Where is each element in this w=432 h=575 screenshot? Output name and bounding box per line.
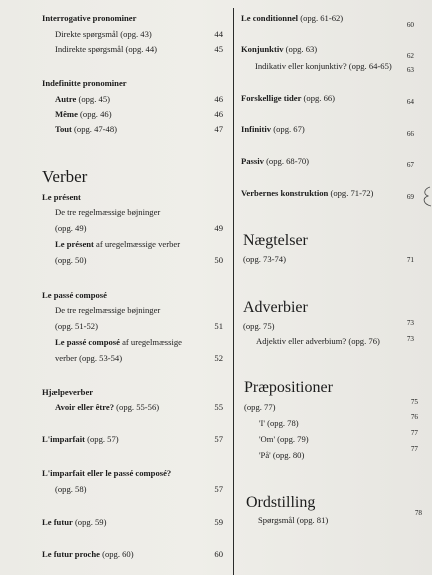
toc-entry-page: 77 [410, 429, 418, 437]
toc-entry-page: 51 [214, 321, 223, 331]
toc-entry-label: verber (opg. 53-54) [55, 353, 123, 363]
chapter-heading-praepositioner: Præpositioner [244, 379, 333, 396]
toc-entry-page: 55 [214, 402, 223, 412]
toc-entry-label: Le présent af uregelmæssige verber [55, 239, 181, 249]
chapter-heading-naegtelser: Nægtelser [243, 232, 308, 249]
section-title-passe-compose: Le passé composé [42, 290, 107, 300]
toc-entry-page: 69 [406, 193, 414, 201]
toc-entry-page: 46 [214, 94, 223, 104]
toc-entry-label: L'imparfait eller le passé composé? [42, 468, 172, 478]
toc-entry-label: Même (opg. 46) [55, 109, 112, 119]
toc-entry-label: (opg. 51-52) [55, 321, 98, 331]
toc-entry-page: 60 [214, 549, 223, 559]
toc-entry-page: 76 [410, 413, 418, 421]
toc-entry-label: (opg. 77) [244, 402, 276, 412]
toc-entry-page: 52 [214, 353, 223, 363]
toc-entry-page: 57 [214, 434, 223, 444]
toc-entry-label: (opg. 50) [55, 255, 87, 265]
toc-entry-page: 67 [406, 161, 414, 169]
toc-entry-label: Indikativ eller konjunktiv? (opg. 64-65) [255, 61, 392, 71]
toc-entry-page: 62 [406, 52, 414, 60]
toc-entry-label: 'I' (opg. 78) [259, 418, 299, 428]
toc-entry-page: 78 [414, 509, 422, 517]
toc-entry-page: 77 [410, 445, 418, 453]
toc-entry-label: Le futur proche (opg. 60) [42, 549, 134, 559]
toc-entry-label: (opg. 75) [243, 321, 275, 331]
toc-entry-label: 'På' (opg. 80) [259, 450, 305, 460]
chapter-heading-adverbier: Adverbier [243, 299, 308, 316]
pen-mark-decoration [420, 185, 432, 209]
toc-entry-page: 71 [406, 256, 414, 264]
toc-entry-label: De tre regelmæssige bøjninger [55, 305, 161, 315]
toc-entry-page: 59 [214, 517, 223, 527]
toc-entry-label: Indirekte spørgsmål (opg. 44) [55, 44, 157, 54]
toc-entry-page: 73 [406, 319, 414, 327]
toc-entry-label: Konjunktiv (opg. 63) [241, 44, 318, 54]
toc-entry-label: Forskellige tider (opg. 66) [241, 93, 336, 103]
toc-entry-label: Le passé composé af uregelmæssige [55, 337, 182, 347]
toc-entry-label: Tout (opg. 47-48) [55, 124, 117, 134]
toc-entry-page: 44 [214, 29, 223, 39]
toc-entry-page: 49 [214, 223, 223, 233]
toc-entry-label: Le conditionnel (opg. 61-62) [241, 13, 344, 23]
toc-entry-page: 45 [214, 44, 223, 54]
toc-entry-label: (opg. 73-74) [243, 254, 286, 264]
section-title-interrogative: Interrogative pronominer [42, 13, 137, 23]
toc-entry-label: De tre regelmæssige bøjninger [55, 207, 161, 217]
chapter-heading-verber: Verber [42, 167, 88, 186]
chapter-heading-ordstilling: Ordstilling [246, 494, 316, 511]
toc-entry-label: Direkte spørgsmål (opg. 43) [55, 29, 152, 39]
toc-entry-label: (opg. 58) [55, 484, 87, 494]
toc-entry-label: 'Om' (opg. 79) [259, 434, 309, 444]
toc-entry-label: Adjektiv eller adverbium? (opg. 76) [256, 336, 380, 346]
toc-entry-page: 60 [406, 21, 414, 29]
toc-entry-label: Infinitiv (opg. 67) [241, 124, 305, 134]
section-title-hjaelpeverber: Hjælpeverber [42, 387, 94, 397]
toc-entry-page: 73 [406, 335, 414, 343]
toc-entry-page: 75 [410, 398, 418, 406]
toc-entry-page: 57 [214, 484, 223, 494]
toc-entry-label: Verbernes konstruktion (opg. 71-72) [241, 188, 374, 198]
section-title-indefinitte: Indefinitte pronominer [42, 78, 127, 88]
section-title-present: Le présent [42, 192, 81, 202]
toc-entry-page: 64 [406, 98, 414, 106]
toc-entry-page: 50 [214, 255, 223, 265]
toc-entry-page: 66 [406, 130, 414, 138]
toc-entry-page: 47 [214, 124, 223, 134]
toc-entry-page: 46 [214, 109, 223, 119]
toc-entry-page: 63 [406, 66, 414, 74]
toc-entry-label: L'imparfait (opg. 57) [42, 434, 119, 444]
toc-entry-label: Autre (opg. 45) [55, 94, 110, 104]
column-divider [233, 8, 234, 575]
toc-entry-label: Spørgsmål (opg. 81) [258, 515, 329, 525]
toc-entry-label: (opg. 49) [55, 223, 87, 233]
toc-entry-label: Passiv (opg. 68-70) [241, 156, 310, 166]
toc-entry-label: Le futur (opg. 59) [42, 517, 107, 527]
toc-entry-label: Avoir eller être? (opg. 55-56) [55, 402, 160, 412]
